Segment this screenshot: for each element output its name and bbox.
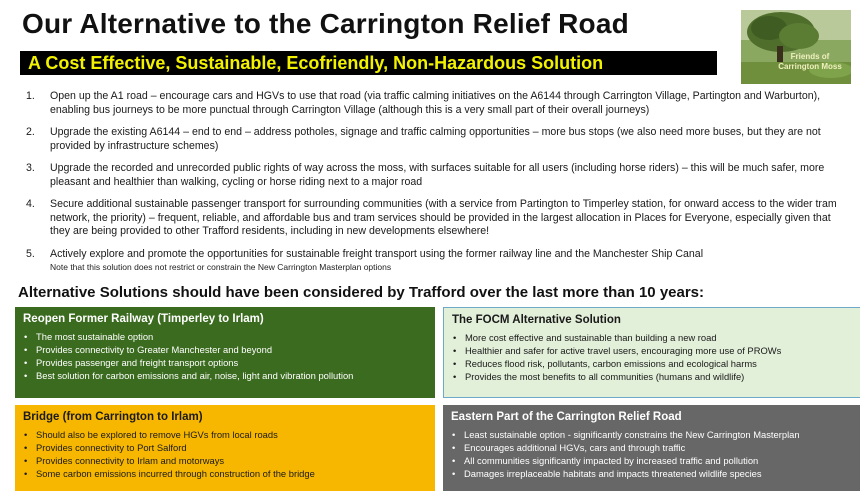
box-bullet-list — [444, 331, 860, 383]
focm-option-box — [443, 307, 860, 398]
solution-point: 1. Open up the A1 road – encourage cars and HGVs to use that road (via traffic calming initiatives on the A6144 through Carrington Village, Partington and Warburton), enabling bus journeys to be more punctual through Carrington Village (although this is a very small part of their overall journeys) — [26, 90, 821, 116]
bullet-item: • Should also be explored to remove HGVs from local roads — [24, 428, 429, 441]
railway-option-box — [15, 307, 435, 398]
subtitle-banner: A Cost Effective, Sustainable, Ecofriendly, Non-Hazardous Solution — [20, 51, 717, 75]
bullet-item: • Some carbon emissions incurred through construction of the bridge — [24, 467, 429, 480]
solution-point: 5. Actively explore and promote the opportunities for sustainable freight transport using the former railway line and the Manchester Ship Canal — [26, 247, 704, 260]
logo-text: Friends of Carrington Moss — [778, 52, 842, 71]
box-bullet-list — [15, 330, 435, 382]
solution-points-list — [26, 90, 846, 270]
bullet-item: • Provides the most benefits to all communities (humans and wildlife) — [453, 370, 856, 383]
box-bullet-list — [443, 428, 860, 480]
box-bullet-list — [15, 428, 435, 480]
alternatives-heading: Alternative Solutions should have been considered by Trafford over the last more than 10 years: — [18, 284, 705, 301]
bullet-item: • More cost effective and sustainable than building a new road — [453, 331, 856, 344]
tree-landscape-image — [741, 10, 851, 84]
bullet-item: • Provides connectivity to Irlam and motorways — [24, 454, 429, 467]
bullet-item: • Provides connectivity to Port Salford — [24, 441, 429, 454]
relief-road-option-box — [443, 405, 860, 491]
solution-point: 4. Secure additional sustainable passenger transport for surrounding communities (with a service from Partington to Timperley station, for onward access to the wider tram network, the priority) – frequent, reliable, and affordable bus and tram services should be provided in the largest allocation in Places for Everyone, especially given that they are being provided to other Trafford residents, including in new developments elsewhere! — [26, 198, 837, 237]
bullet-item: • Least sustainable option - significantly constrains the New Carrington Masterplan — [452, 428, 857, 441]
box-title: The FOCM Alternative Solution — [452, 314, 621, 326]
box-title: Eastern Part of the Carrington Relief Road — [451, 411, 682, 423]
bullet-item: • Provides passenger and freight transport options — [24, 356, 429, 369]
bullet-item: • Encourages additional HGVs, cars and through traffic — [452, 441, 857, 454]
bullet-item: • Best solution for carbon emissions and air, noise, light and vibration pollution — [24, 369, 429, 382]
bullet-item: • All communities significantly impacted by increased traffic and pollution — [452, 454, 857, 467]
solution-point: 3. Upgrade the recorded and unrecorded public rights of way across the moss, with surfaces suitable for all users (including horse riders) – this will be much safer, more pleasant and healthier than walking, cycling or horse riding next to a major road — [26, 162, 825, 188]
masterplan-note: Note that this solution does not restrict or constrain the New Carrington Masterplan options — [50, 262, 392, 272]
bullet-item: • Reduces flood risk, pollutants, carbon emissions and ecological harms — [453, 357, 856, 370]
focm-logo — [741, 10, 851, 84]
bullet-item: • Provides connectivity to Greater Manchester and beyond — [24, 343, 429, 356]
bullet-item: • Healthier and safer for active travel users, encouraging more use of PROWs — [453, 344, 856, 357]
box-title: Reopen Former Railway (Timperley to Irlam) — [23, 313, 264, 325]
bullet-item: • Damages irreplaceable habitats and impacts threatened wildlife species — [452, 467, 857, 480]
page-title: Our Alternative to the Carrington Relief Road — [22, 8, 629, 39]
solution-point: 2. Upgrade the existing A6144 – end to end – address potholes, signage and traffic calming opportunities – more bus stops (we also need more buses, but they are not provided by infrastructure schemes) — [26, 126, 821, 152]
bullet-item: • The most sustainable option — [24, 330, 429, 343]
box-title: Bridge (from Carrington to Irlam) — [23, 411, 203, 423]
bridge-option-box — [15, 405, 435, 491]
